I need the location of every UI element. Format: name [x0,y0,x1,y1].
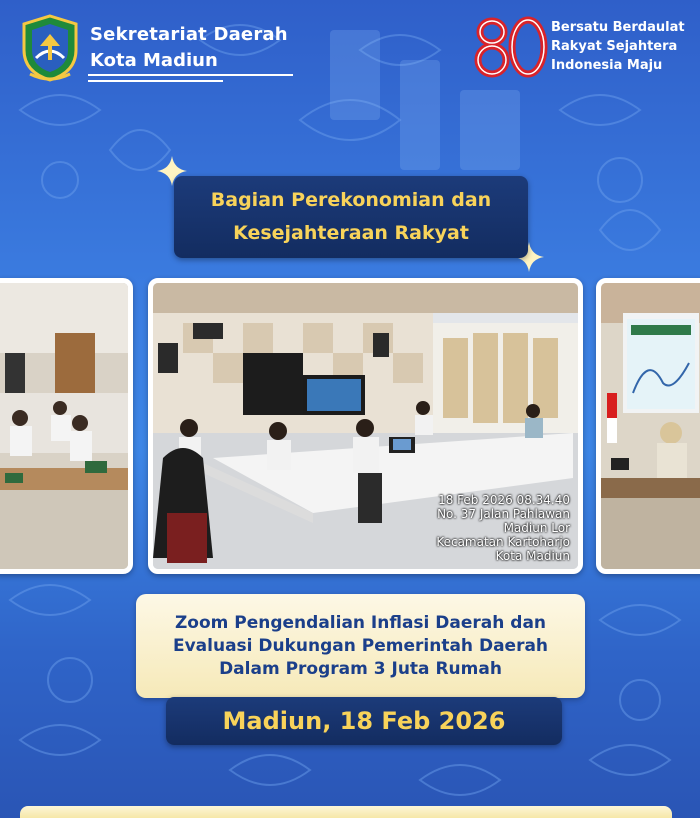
org-name-line2: Kota Madiun [90,50,218,71]
event-line2: Evaluasi Dukungan Pemerintah Daerah [172,635,549,656]
slogan [551,18,685,75]
kota-madiun-emblem-icon [22,14,78,82]
date-banner [166,697,562,745]
divider [88,80,223,82]
timestamp-line: Kota Madiun [495,549,570,563]
meeting-photo-main [148,278,583,574]
photo-timestamp [436,493,570,563]
bottom-banner [20,806,672,818]
timestamp-line: No. 37 Jalan Pahlawan [437,507,570,521]
hut-ri-80-logo-icon [474,16,548,78]
event-date: Madiun, 18 Feb 2026 [222,707,506,735]
slogan-line: Indonesia Maju [551,58,663,73]
timestamp-line: Madiun Lor [503,521,570,535]
meeting-photo-left [0,278,133,574]
event-description [136,594,585,698]
meeting-photo-right [596,278,700,574]
org-name-line1: Sekretariat Daerah [90,24,288,45]
divider [88,74,293,76]
event-line1: Zoom Pengendalian Inflasi Daerah dan [174,612,547,633]
slogan-line: Bersatu Berdaulat [551,20,685,35]
timestamp-line: 18 Feb 2026 08.34.40 [438,493,570,507]
event-line3: Dalam Program 3 Juta Rumah [219,658,502,679]
timestamp-line: Kecamatan Kartoharjo [436,535,570,549]
title-line1: Bagian Perekonomian dan [210,189,492,211]
title-line2: Kesejahteraan Rakyat [233,222,469,244]
department-title [174,176,528,258]
slogan-line: Rakyat Sejahtera [551,39,678,54]
